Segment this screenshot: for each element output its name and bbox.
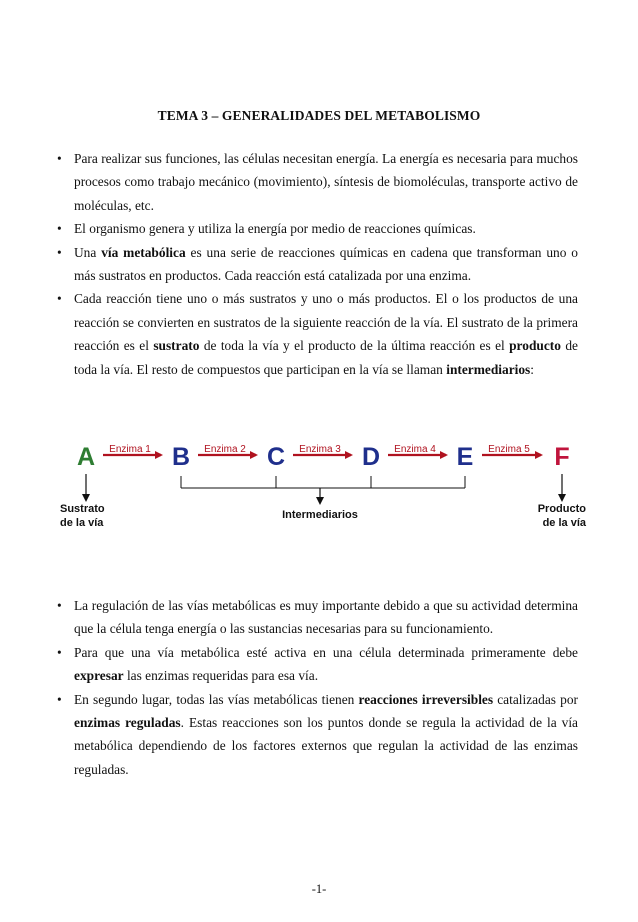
enzyme-label-2: Enzima 2 — [204, 444, 246, 455]
node-f: F — [554, 443, 570, 471]
bullet-energy-need: • Para realizar sus funciones, las células necesitan energía. La energía es necesaria para muchos procesos como trabajo mecánico (movimiento), síntesis de biomoléculas, transporte activo de moléculas, etc. — [56, 147, 578, 217]
bullet-substrates-products: • Cada reacción tiene uno o más sustratos y uno o más productos. El o los productos de una reacción se convierten en sustratos de la siguiente reacción de la vía. El sustrato de la primera reacción es el sustrato de toda la vía y el producto de la última reacción es el producto de toda la vía. El resto de compuestos que participan en la vía se llaman intermediarios: — [56, 287, 578, 381]
term-enzimas-reguladas: enzimas reguladas — [74, 715, 181, 731]
term-expresar: expresar — [74, 668, 124, 684]
bullet-regulation-importance: • La regulación de las vías metabólicas es muy importante debido a que su actividad determina que la célula tenga energía o las sustancias necesarias para su funcionamiento. — [56, 594, 578, 641]
node-c: C — [266, 443, 286, 471]
bullet-chemical-reactions: • El organismo genera y utiliza la energía por medio de reacciones químicas. — [56, 217, 578, 240]
term-via-metabolica: vía metabólica — [101, 244, 186, 260]
term-sustrato: sustrato — [153, 338, 200, 354]
bullet-metabolic-pathway: • Una vía metabólica es una serie de reacciones químicas en cadena que transforman uno o más sustratos en productos. Cada reacción está catalizada por una enzima. — [56, 241, 578, 288]
term-intermediarios: intermediarios — [446, 361, 531, 377]
product-label-line2: de la vía — [542, 517, 586, 529]
bullet-enzyme-expression: • Para que una vía metabólica esté activa en una célula determinada primeramente debe expresar las enzimas requeridas para esa vía. — [56, 641, 578, 688]
node-e: E — [456, 443, 474, 471]
metabolic-pathway-diagram — [0, 430, 638, 540]
bullet-irreversible-reactions: • En segundo lugar, todas las vías metabólicas tienen reacciones irreversibles catalizadas por enzimas reguladas. Estas reacciones son los puntos donde se regula la actividad de la vía metabólica dependiendo de los factores externos que regulan la actividad de las enzimas reguladas. — [56, 688, 578, 782]
regulation-bullet-list — [56, 594, 578, 781]
product-label-line1: Producto — [537, 503, 586, 515]
enzyme-label-3: Enzima 3 — [299, 444, 341, 455]
enzyme-label-5: Enzima 5 — [488, 444, 530, 455]
node-b: B — [171, 443, 191, 471]
intermediates-label: Intermediarios — [282, 509, 358, 521]
page-number: -1- — [311, 882, 327, 896]
term-producto: producto — [509, 338, 561, 354]
substrate-label-line2: de la vía — [60, 517, 104, 529]
node-d: D — [361, 443, 381, 471]
substrate-label-line1: Sustrato — [60, 503, 105, 515]
intermediates-bracket — [181, 476, 465, 503]
page-title: TEMA 3 – GENERALIDADES DEL METABOLISMO — [157, 108, 481, 123]
intro-bullet-list — [56, 147, 578, 381]
term-reacciones-irreversibles: reacciones irreversibles — [358, 691, 494, 707]
node-a: A — [76, 443, 96, 471]
enzyme-label-1: Enzima 1 — [109, 444, 151, 455]
enzyme-label-4: Enzima 4 — [394, 444, 436, 455]
